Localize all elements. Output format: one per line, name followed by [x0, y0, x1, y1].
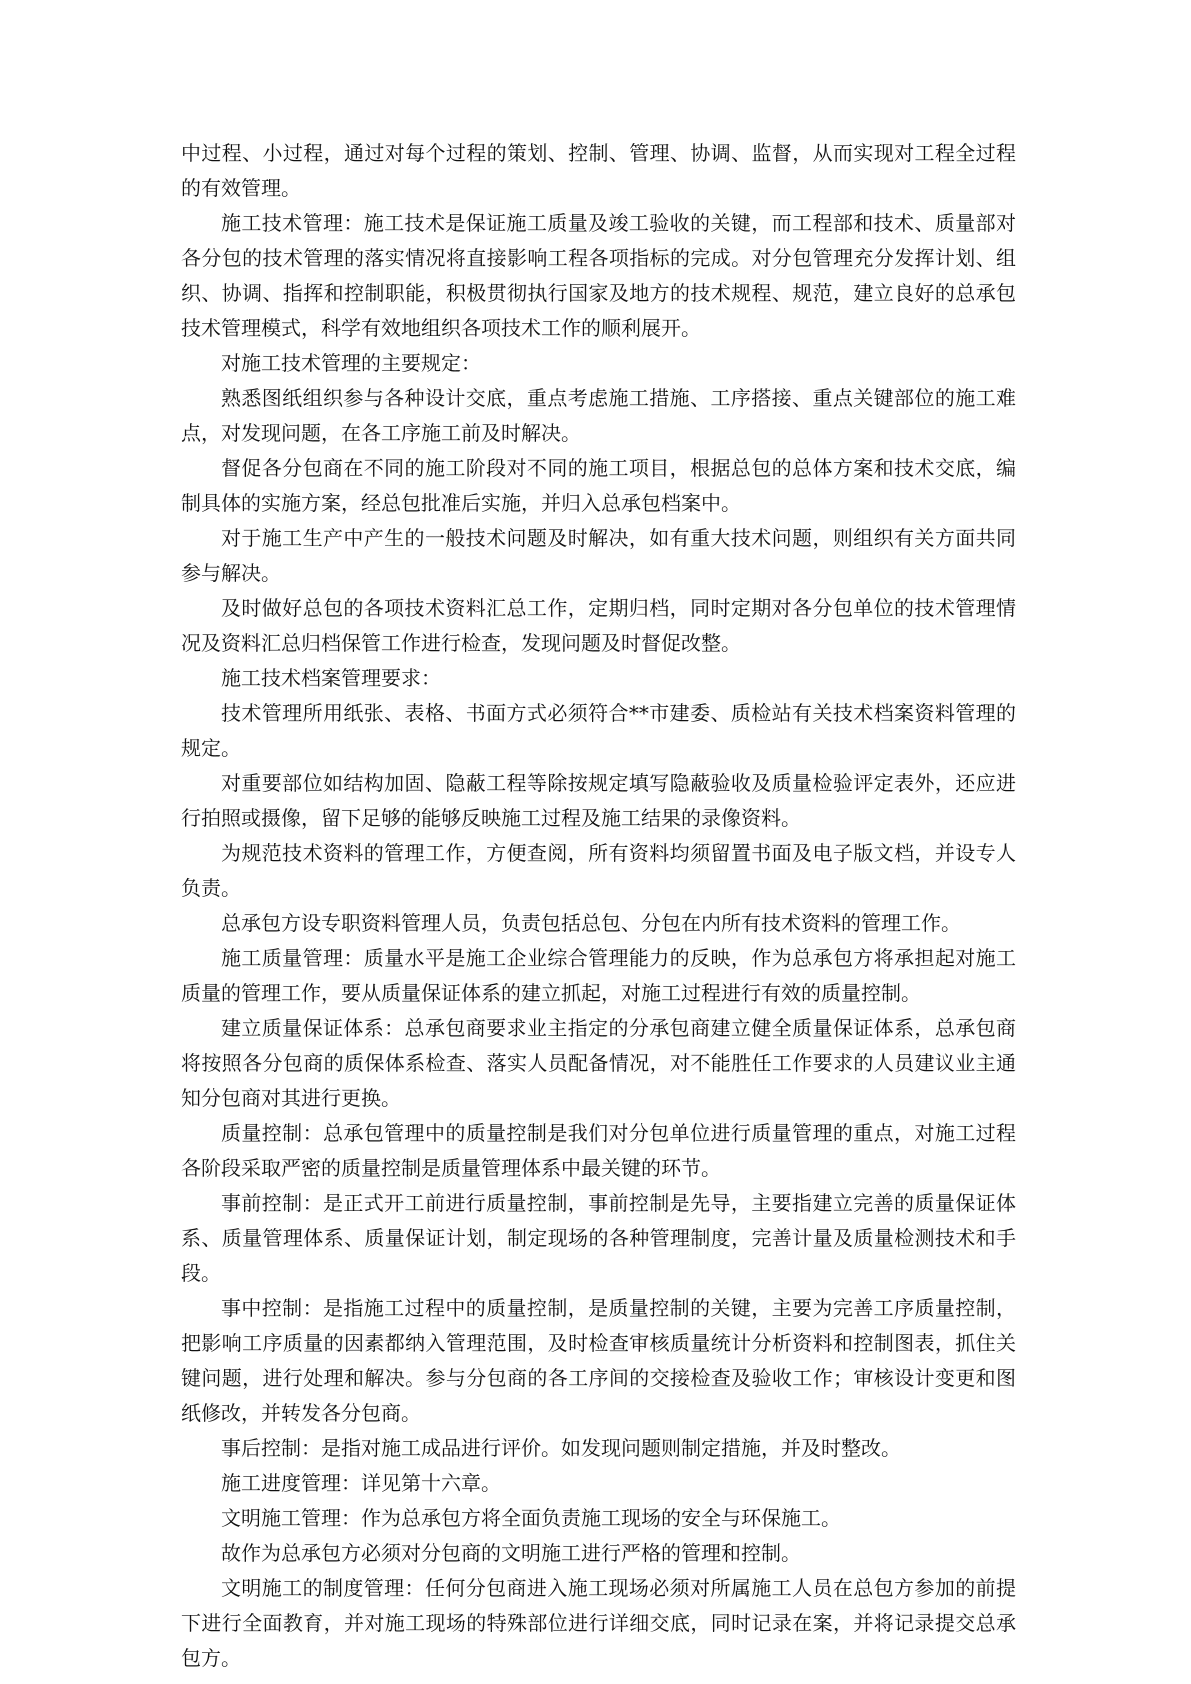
- paragraph: 技术管理所用纸张、表格、书面方式必须符合**市建委、质检站有关技术档案资料管理的规定。: [181, 701, 1016, 760]
- paragraph: 为规范技术资料的管理工作，方便查阅，所有资料均须留置书面及电子版文档，并设专人负责。: [181, 841, 1016, 900]
- paragraph: 建立质量保证体系：总承包商要求业主指定的分承包商建立健全质量保证体系，总承包商将按照各分包商的质保体系检查、落实人员配备情况，对不能胜任工作要求的人员建议业主通知分包商对其进行更换。: [181, 1016, 1016, 1110]
- paragraph: 事后控制：是指对施工成品进行评价。如发现问题则制定措施，并及时整改。: [221, 1436, 901, 1460]
- paragraph: 事中控制：是指施工过程中的质量控制，是质量控制的关键，主要为完善工序质量控制，把影响工序质量的因素都纳入管理范围，及时检查审核质量统计分析资料和控制图表，抓住关键问题，进行处理和解决。参与分包商的各工序间的交接检查及验收工作；审核设计变更和图纸修改，并转发各分包商。: [181, 1296, 1016, 1425]
- paragraph: 故作为总承包方必须对分包商的文明施工进行严格的管理和控制。: [221, 1541, 801, 1565]
- paragraph: 施工质量管理：质量水平是施工企业综合管理能力的反映，作为总承包方将承担起对施工质量的管理工作，要从质量保证体系的建立抓起，对施工过程进行有效的质量控制。: [181, 946, 1016, 1005]
- paragraph: 熟悉图纸组织参与各种设计交底，重点考虑施工措施、工序搭接、重点关键部位的施工难点，对发现问题，在各工序施工前及时解决。: [181, 386, 1016, 445]
- paragraph: 文明施工的制度管理：任何分包商进入施工现场必须对所属施工人员在总包方参加的前提下进行全面教育，并对施工现场的特殊部位进行详细交底，同时记录在案，并将记录提交总承包方。: [181, 1576, 1016, 1670]
- paragraph: 事前控制：是正式开工前进行质量控制，事前控制是先导，主要指建立完善的质量保证体系、质量管理体系、质量保证计划，制定现场的各种管理制度，完善计量及质量检测技术和手段。: [181, 1191, 1016, 1285]
- paragraph: 对于施工生产中产生的一般技术问题及时解决，如有重大技术问题，则组织有关方面共同参与解决。: [181, 526, 1016, 585]
- paragraph: 对施工技术管理的主要规定：: [221, 351, 481, 375]
- paragraph: 施工技术管理：施工技术是保证施工质量及竣工验收的关键，而工程部和技术、质量部对各分包的技术管理的落实情况将直接影响工程各项指标的完成。对分包管理充分发挥计划、组织、协调、指挥和控制职能，积极贯彻执行国家及地方的技术规程、规范，建立良好的总承包技术管理模式，科学有效地组织各项技术工作的顺利展开。: [181, 211, 1016, 340]
- paragraph: 总承包方设专职资料管理人员，负责包括总包、分包在内所有技术资料的管理工作。: [221, 911, 961, 935]
- paragraph: 文明施工管理：作为总承包方将全面负责施工现场的安全与环保施工。: [221, 1506, 841, 1530]
- paragraph: 施工技术档案管理要求：: [221, 666, 441, 690]
- document-page: [181, 136, 1016, 1676]
- paragraph: 及时做好总包的各项技术资料汇总工作，定期归档，同时定期对各分包单位的技术管理情况及资料汇总归档保管工作进行检查，发现问题及时督促改整。: [181, 596, 1016, 655]
- paragraph: 施工进度管理：详见第十六章。: [221, 1471, 501, 1495]
- paragraph: 督促各分包商在不同的施工阶段对不同的施工项目，根据总包的总体方案和技术交底，编制具体的实施方案，经总包批准后实施，并归入总承包档案中。: [181, 456, 1016, 515]
- paragraph: 中过程、小过程，通过对每个过程的策划、控制、管理、协调、监督，从而实现对工程全过程的有效管理。: [181, 141, 1016, 200]
- paragraph: 质量控制：总承包管理中的质量控制是我们对分包单位进行质量管理的重点，对施工过程各阶段采取严密的质量控制是质量管理体系中最关键的环节。: [181, 1121, 1016, 1180]
- paragraph: 对重要部位如结构加固、隐蔽工程等除按规定填写隐蔽验收及质量检验评定表外，还应进行拍照或摄像，留下足够的能够反映施工过程及施工结果的录像资料。: [181, 771, 1016, 830]
